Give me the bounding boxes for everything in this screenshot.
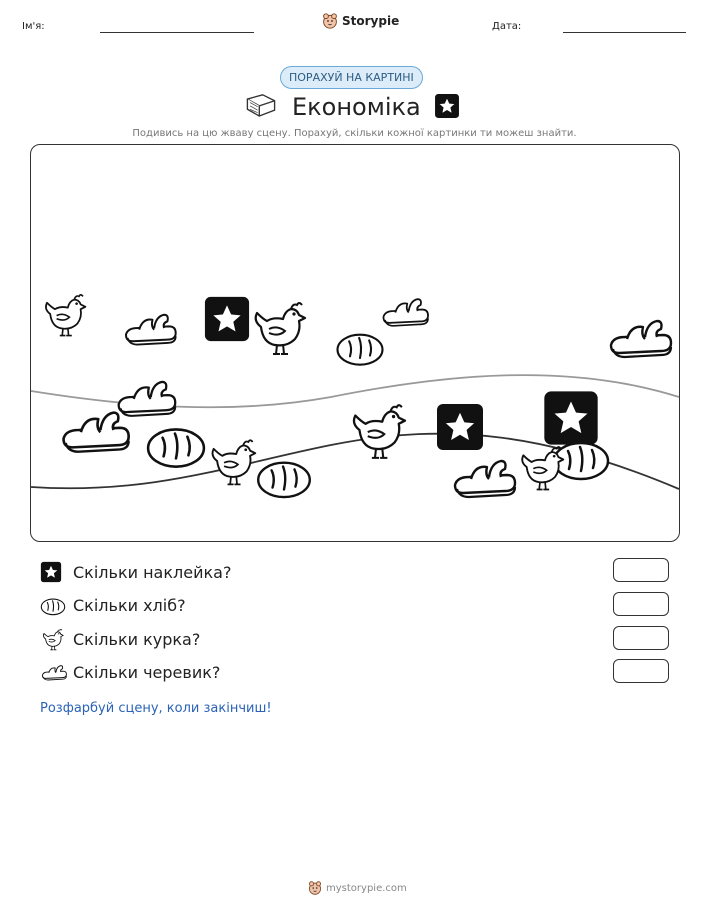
question-row bbox=[40, 626, 672, 656]
sandal bbox=[455, 461, 515, 497]
chicken-icon bbox=[40, 627, 64, 651]
footer-url[interactable]: mystorypie.com bbox=[326, 882, 407, 894]
sandal-icon bbox=[40, 662, 68, 682]
chicken bbox=[213, 440, 256, 484]
counting-scene bbox=[30, 144, 680, 542]
sandal bbox=[611, 321, 671, 357]
bread bbox=[258, 463, 310, 497]
date-label: Дата: bbox=[492, 21, 522, 32]
star-sticker bbox=[437, 404, 483, 450]
bread bbox=[338, 335, 383, 365]
date-line[interactable] bbox=[563, 32, 686, 33]
question-text: Скільки наклейка? bbox=[73, 563, 232, 582]
bread-icon bbox=[40, 596, 66, 616]
footer-brand bbox=[308, 881, 407, 895]
chicken bbox=[522, 447, 563, 490]
chicken bbox=[46, 295, 85, 336]
answer-box-bread[interactable] bbox=[613, 592, 669, 616]
bread bbox=[148, 429, 204, 466]
name-label: Ім'я: bbox=[22, 21, 45, 32]
activity-badge: ПОРАХУЙ НА КАРТИНІ bbox=[280, 66, 423, 89]
star-sticker bbox=[205, 297, 249, 341]
answer-box-sandal[interactable] bbox=[613, 659, 669, 683]
question-row bbox=[40, 659, 672, 689]
question-row bbox=[40, 592, 672, 622]
sandal bbox=[119, 382, 176, 416]
sandal bbox=[126, 315, 176, 345]
brand-name: Storypie bbox=[342, 14, 400, 28]
book-icon bbox=[244, 92, 278, 118]
question-row bbox=[40, 558, 672, 588]
mascot-icon bbox=[322, 13, 338, 29]
answer-box-chicken[interactable] bbox=[613, 626, 669, 650]
star-sticker-icon bbox=[40, 561, 62, 583]
sandal bbox=[383, 299, 428, 326]
star-sticker-icon bbox=[434, 93, 460, 119]
question-text: Скільки черевик? bbox=[73, 663, 221, 682]
name-line[interactable] bbox=[100, 32, 254, 33]
coloring-hint: Розфарбуй сцену, коли закінчиш! bbox=[40, 701, 272, 716]
chicken bbox=[256, 303, 305, 354]
scene-drawing bbox=[31, 145, 679, 541]
sandal bbox=[64, 413, 129, 452]
chicken bbox=[354, 405, 405, 458]
mascot-icon bbox=[308, 881, 322, 895]
question-text: Скільки курка? bbox=[73, 630, 201, 649]
brand-logo bbox=[322, 13, 399, 29]
star-sticker bbox=[544, 391, 597, 444]
question-text: Скільки хліб? bbox=[73, 596, 186, 615]
page-title: Економіка bbox=[292, 93, 421, 121]
answer-box-sticker[interactable] bbox=[613, 558, 669, 582]
instructions: Подивись на цю жваву сцену. Порахуй, скільки кожної картинки ти можеш знайти. bbox=[132, 128, 577, 139]
